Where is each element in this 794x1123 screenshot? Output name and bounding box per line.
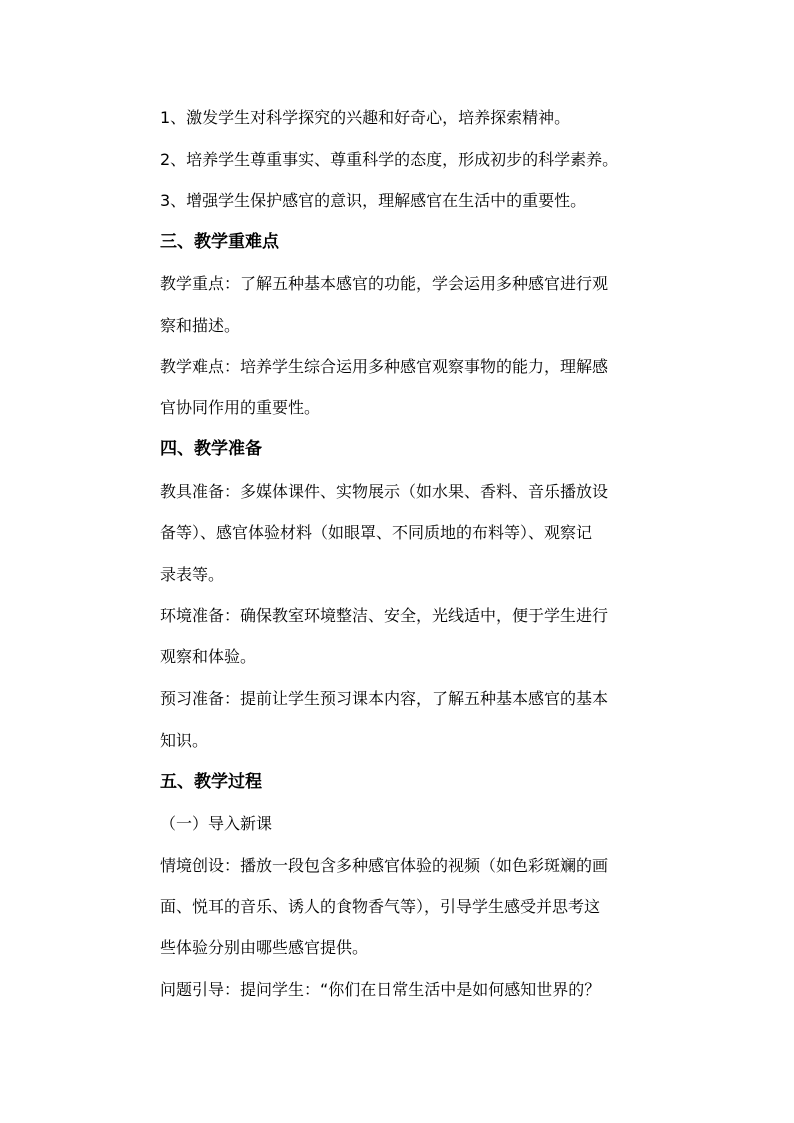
objective-3: 3、增强学生保护感官的意识，理解感官在生活中的重要性。 xyxy=(160,191,587,210)
preview-line-2: 知识。 xyxy=(160,731,209,750)
objective-2: 2、培养学生尊重事实、尊重科学的态度，形成初步的科学素养。 xyxy=(160,150,619,169)
environment-line-2: 观察和体验。 xyxy=(160,647,257,666)
materials-line-2: 备等）、感官体验材料（如眼罩、不同质地的布料等）、观察记 xyxy=(160,523,593,542)
scenario-line-1: 情境创设：播放一段包含多种感官体验的视频（如色彩斑斓的画 xyxy=(160,856,609,875)
key-point-line-2: 察和描述。 xyxy=(160,316,241,335)
materials-line-3: 录表等。 xyxy=(160,565,225,584)
section-heading-key-points: 三、教学重难点 xyxy=(160,232,279,252)
scenario-line-3: 些体验分别由哪些感官提供。 xyxy=(160,938,369,957)
materials-line-1: 教具准备：多媒体课件、实物展示（如水果、香料、音乐播放设 xyxy=(160,482,609,501)
difficulty-line-1: 教学难点：培养学生综合运用多种感官观察事物的能力，理解感 xyxy=(160,357,609,376)
preview-line-1: 预习准备：提前让学生预习课本内容，了解五种基本感官的基本 xyxy=(160,689,609,708)
subsection-introduction: （一）导入新课 xyxy=(160,814,273,833)
key-point-line-1: 教学重点：了解五种基本感官的功能，学会运用多种感官进行观 xyxy=(160,274,609,293)
objective-1: 1、激发学生对科学探究的兴趣和好奇心，培养探索精神。 xyxy=(160,108,571,127)
section-heading-process: 五、教学过程 xyxy=(160,772,262,792)
question-line-1: 问题引导：提问学生：“你们在日常生活中是如何感知世界的？ xyxy=(160,980,601,999)
scenario-line-2: 面、悦耳的音乐、诱人的食物香气等），引导学生感受并思考这 xyxy=(160,897,601,916)
environment-line-1: 环境准备：确保教室环境整洁、安全，光线适中，便于学生进行 xyxy=(160,606,609,625)
difficulty-line-2: 官协同作用的重要性。 xyxy=(160,398,321,417)
section-heading-preparation: 四、教学准备 xyxy=(160,439,262,459)
